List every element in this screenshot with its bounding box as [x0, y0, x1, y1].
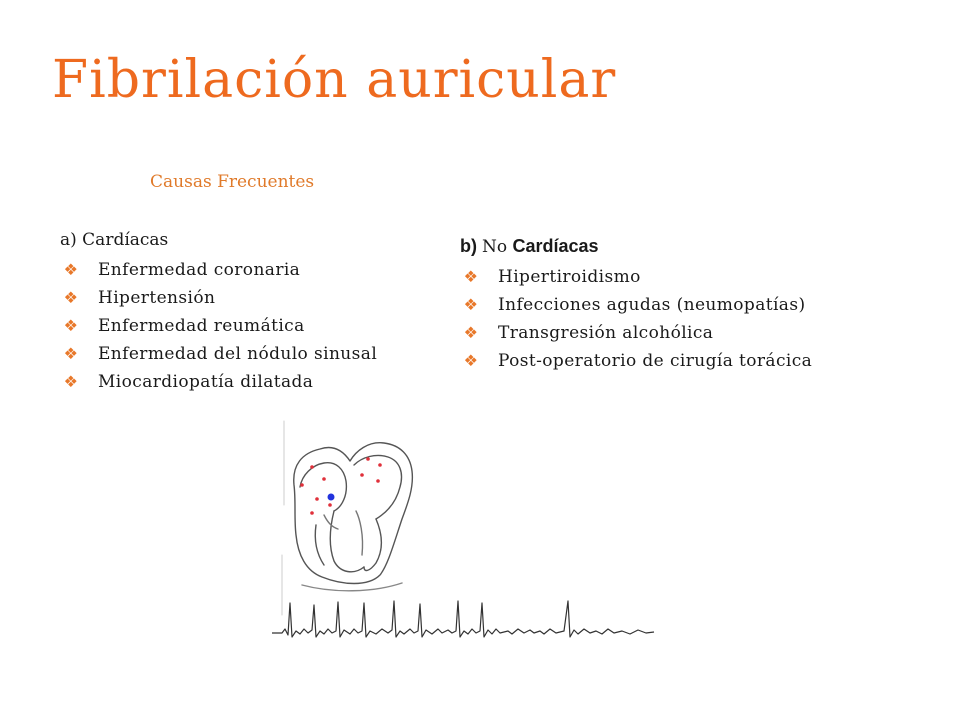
cardiac-causes-heading: a) Cardíacas — [60, 230, 169, 250]
diamond-bullet-icon: ❖ — [463, 351, 479, 370]
list-item — [60, 340, 377, 368]
diamond-bullet-icon: ❖ — [463, 295, 479, 314]
diamond-bullet-icon: ❖ — [63, 260, 79, 279]
list-item — [460, 347, 812, 375]
diamond-bullet-icon: ❖ — [463, 267, 479, 286]
list-item-label: Hipertensión — [98, 288, 216, 308]
diamond-bullet-icon: ❖ — [463, 323, 479, 342]
list-item — [60, 284, 377, 312]
list-item — [60, 256, 377, 284]
list-item-label: Hipertiroidismo — [498, 267, 641, 287]
list-item — [60, 312, 377, 340]
heading-prefix: b) — [460, 236, 482, 256]
cardiac-causes-section — [60, 230, 377, 396]
diamond-bullet-icon: ❖ — [63, 344, 79, 363]
non-cardiac-causes-section — [460, 236, 812, 375]
list-item-label: Enfermedad reumática — [98, 316, 305, 336]
diamond-bullet-icon: ❖ — [63, 316, 79, 335]
slide-title: Fibrilación auricular — [52, 50, 617, 110]
list-item-label: Transgresión alcohólica — [498, 323, 714, 343]
list-item-label: Enfermedad del nódulo sinusal — [98, 344, 378, 364]
ectopic-foci-dots — [300, 457, 382, 515]
list-item — [460, 291, 812, 319]
diamond-bullet-icon: ❖ — [63, 372, 79, 391]
heading-negation: No — [482, 237, 513, 257]
heart-ecg-illustration — [272, 415, 662, 660]
av-node-dot — [328, 494, 335, 501]
non-cardiac-causes-heading — [460, 236, 812, 257]
heading-suffix: Cardíacas — [512, 236, 599, 256]
list-item — [60, 368, 377, 396]
list-item-label: Infecciones agudas (neumopatías) — [498, 295, 806, 315]
diamond-bullet-icon: ❖ — [63, 288, 79, 307]
list-item-label: Post-operatorio de cirugía torácica — [498, 351, 813, 371]
list-item — [460, 263, 812, 291]
list-item — [460, 319, 812, 347]
slide-subtitle: Causas Frecuentes — [150, 172, 315, 192]
heart-sketch — [282, 421, 412, 615]
ecg-trace — [272, 601, 654, 637]
non-cardiac-causes-list — [460, 263, 812, 375]
list-item-label: Enfermedad coronaria — [98, 260, 301, 280]
list-item-label: Miocardiopatía dilatada — [98, 372, 314, 392]
cardiac-causes-list — [60, 256, 377, 396]
